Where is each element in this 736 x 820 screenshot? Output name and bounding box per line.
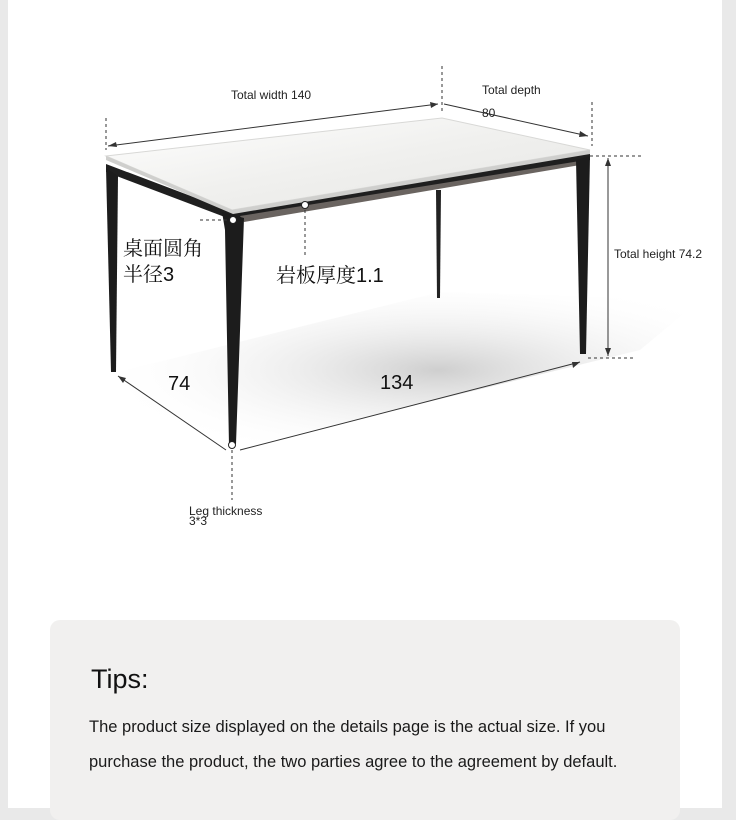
corner-radius-marker: [230, 217, 237, 224]
tips-panel: [50, 620, 680, 820]
corner-radius-label-line2: 半径3: [123, 264, 175, 286]
total-depth-value: 80: [482, 106, 496, 120]
tips-title: Tips:: [91, 664, 149, 694]
leg-span-short-label: 74: [168, 373, 191, 395]
back-left-leg: [436, 190, 441, 298]
tips-text-line1: The product size displayed on the details page is the actual size. If you: [89, 718, 606, 736]
total-height-label: Total height 74.2: [614, 247, 703, 261]
leg-thickness-marker: [229, 442, 236, 449]
front-left-leg: [106, 168, 118, 372]
total-width-label: Total width 140: [231, 88, 312, 102]
slab-thickness-marker: [302, 202, 309, 209]
corner-radius-label-line1: 桌面圆角: [123, 238, 203, 260]
leg-thickness-label-line1: Leg thickness: [189, 504, 263, 518]
floor-shadow: [118, 292, 700, 448]
slab-thickness-label: 岩板厚度1.1: [276, 265, 384, 287]
tips-text-line2: purchase the product, the two parties agree to the agreement by default.: [89, 753, 618, 771]
leg-thickness-label-line2: 3*3: [189, 514, 208, 528]
total-depth-label: Total depth: [482, 83, 541, 97]
leg-span-long-label: 134: [380, 372, 414, 394]
